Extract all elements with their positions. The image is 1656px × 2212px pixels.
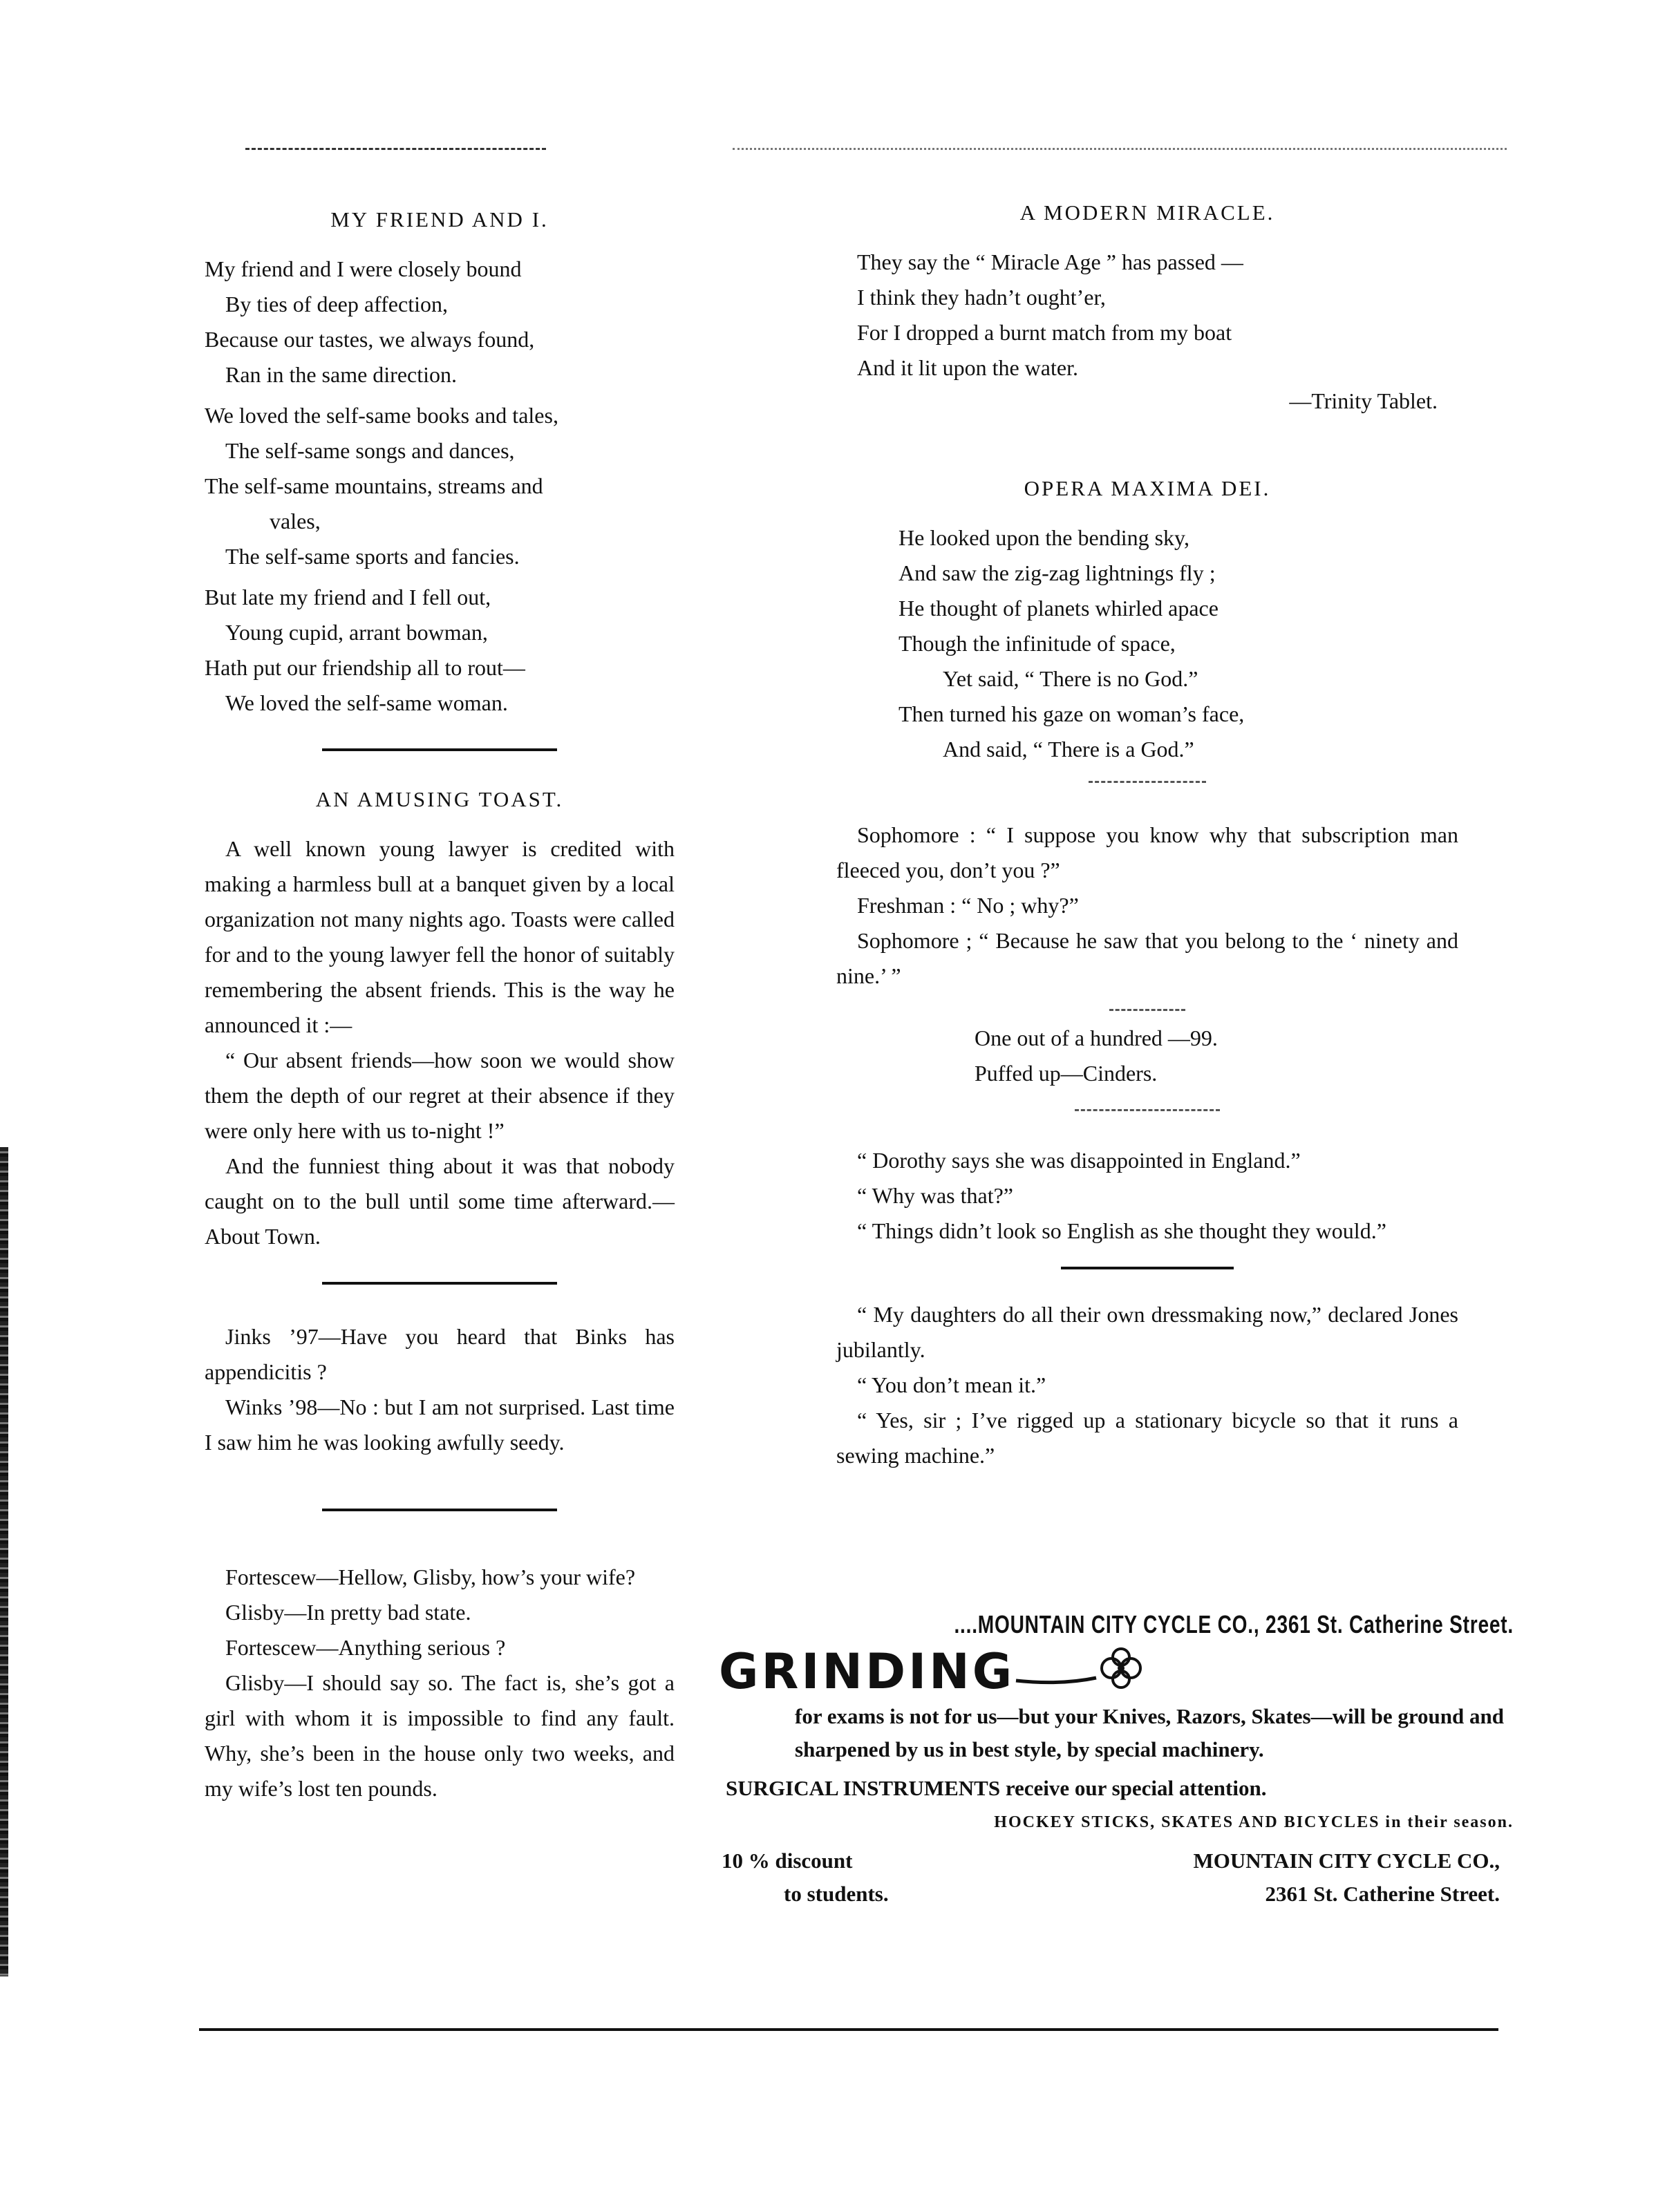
section-divider — [1075, 1109, 1220, 1111]
paragraph: “ My daughters do all their own dressmaking now,” declared Jones jubilantly. — [836, 1302, 1458, 1362]
section-divider — [1061, 1267, 1234, 1269]
section-divider — [322, 748, 557, 751]
ad-company-address: 2361 St. Catherine Street. — [1265, 1882, 1500, 1906]
verse-line: The self-same mountains, streams and — [205, 473, 543, 498]
article-title: AN AMUSING TOAST. — [315, 787, 564, 811]
right-column — [836, 200, 1458, 1473]
paragraph: Winks ’98—No : but I am not surprised. Last time I saw him he was looking awfully seedy. — [205, 1395, 675, 1455]
section-divider — [322, 1282, 557, 1285]
ad-banner: ....MOUNTAIN CITY CYCLE CO., 2361 St. Catherine Street. — [954, 1610, 1514, 1638]
paragraph: “ Our absent friends—how soon we would show them the depth of our regret at their absence if they were only here with us to-night !” — [205, 1048, 675, 1143]
paragraph: Fortescew—Hellow, Glisby, how’s your wife? — [225, 1565, 636, 1589]
verse-line: Young cupid, arrant bowman, — [225, 620, 488, 645]
verse-line: We loved the self-same woman. — [225, 690, 508, 715]
riddle-line: One out of a hundred —99. — [975, 1025, 1218, 1050]
advertisement — [719, 1610, 1514, 1911]
section-divider — [1089, 781, 1206, 783]
verse-line: I think they hadn’t ought’er, — [857, 285, 1106, 310]
section-divider — [1109, 1009, 1185, 1011]
top-rule-right — [733, 148, 1507, 150]
verse-line: He looked upon the bending sky, — [898, 525, 1189, 550]
left-column — [205, 207, 675, 1806]
joke-fortescew-glisby — [205, 1560, 675, 1806]
verse-line: Ran in the same direction. — [225, 362, 458, 387]
stanza — [205, 252, 675, 393]
ad-footer — [719, 1844, 1514, 1911]
scan-edge-artifact — [0, 1147, 8, 1976]
verse-line: My friend and I were closely bound — [205, 256, 522, 281]
ad-headline-row — [719, 1643, 1514, 1700]
verse-line: We loved the self-same books and tales, — [205, 403, 558, 428]
ad-surgical-text: SURGICAL INSTRUMENTS receive our special attention. — [726, 1776, 1267, 1800]
poem-a-modern-miracle — [836, 245, 1458, 386]
verse-line: vales, — [270, 509, 321, 533]
joke-daughters — [836, 1297, 1458, 1473]
paragraph: Freshman : “ No ; why?” — [857, 893, 1079, 918]
riddles — [836, 1021, 1458, 1091]
paragraph: Sophomore : “ I suppose you know why that subscription man fleeced you, don’t you ?” — [836, 822, 1458, 882]
paragraph: A well known young lawyer is credited with making a harmless bull at a banquet given by a local organization not many nights ago. Toasts were called for and to the young lawyer fell the honor of suitably remembering the absent friends. This is the way he announced it :— — [205, 836, 675, 1037]
paragraph: Sophomore ; “ Because he saw that you belong to the ‘ ninety and nine.’ ” — [836, 928, 1458, 988]
top-rule-left — [245, 148, 546, 150]
verse-line: The self-same songs and dances, — [225, 438, 515, 463]
riddle-line: Puffed up—Cinders. — [975, 1061, 1158, 1086]
poem-opera-maxima-dei — [836, 520, 1458, 767]
verse-line: But late my friend and I fell out, — [205, 585, 491, 609]
poem-title: MY FRIEND AND I. — [330, 207, 549, 231]
verse-line: Hath put our friendship all to rout— — [205, 655, 525, 680]
paragraph: “ Yes, sir ; I’ve rigged up a stationary bicycle so that it runs a sewing machine.” — [836, 1408, 1458, 1468]
paragraph: “ Things didn’t look so English as she thought they would.” — [857, 1218, 1386, 1243]
joke-jinks-winks — [205, 1319, 675, 1460]
flourish-icon — [1015, 1647, 1153, 1696]
ad-company-name: MOUNTAIN CITY CYCLE CO., — [1193, 1849, 1500, 1873]
verse-line: The self-same sports and fancies. — [225, 544, 520, 569]
paragraph: Fortescew—Anything serious ? — [225, 1635, 506, 1660]
paragraph: Glisby—In pretty bad state. — [225, 1600, 471, 1625]
joke-dorothy — [836, 1143, 1458, 1249]
verse-line: And saw the zig-zag lightnings fly ; — [898, 560, 1216, 585]
paragraph: Glisby—I should say so. The fact is, she’s got a girl with whom it is impossible to find any fault. Why, she’s been in the house only two weeks, and my wife’s lost ten pounds. — [205, 1670, 675, 1801]
ad-discount — [719, 1844, 889, 1911]
verse-line: And said, “ There is a God.” — [943, 737, 1194, 762]
bottom-rule — [199, 2028, 1498, 2031]
ad-company — [1194, 1844, 1514, 1911]
poem-my-friend-and-i — [205, 252, 675, 721]
paragraph: “ You don’t mean it.” — [857, 1372, 1046, 1397]
ad-grinding-text: for exams is not for us—but your Knives, Razors, Skates—will be ground and sharpened by us in best style, by special machinery. — [795, 1704, 1504, 1761]
stanza — [205, 398, 675, 574]
verse-line: For I dropped a burnt match from my boat — [857, 320, 1232, 345]
poem-title: OPERA MAXIMA DEI. — [1024, 476, 1271, 500]
paragraph: Jinks ’97—Have you heard that Binks has appendicitis ? — [205, 1324, 675, 1384]
poem-title: A MODERN MIRACLE. — [1019, 200, 1275, 225]
ad-hockey-text: HOCKEY STICKS, SKATES AND BICYCLES in their season. — [994, 1813, 1514, 1831]
paragraph: “ Dorothy says she was disappointed in England.” — [857, 1148, 1301, 1173]
article-amusing-toast — [205, 831, 675, 1254]
ad-discount-line: to students. — [784, 1882, 889, 1906]
ad-headline: GRINDING — [719, 1643, 1015, 1700]
paragraph: “ Why was that?” — [857, 1183, 1013, 1208]
attribution: —Trinity Tablet. — [1289, 388, 1438, 413]
joke-sophomore-freshman — [836, 817, 1458, 994]
verse-line: Though the infinitude of space, — [898, 631, 1176, 656]
verse-line: They say the “ Miracle Age ” has passed — — [857, 249, 1243, 274]
verse-line: Yet said, “ There is no God.” — [943, 666, 1198, 691]
verse-line: Because our tastes, we always found, — [205, 327, 535, 352]
verse-line: He thought of planets whirled apace — [898, 596, 1219, 621]
verse-line: By ties of deep affection, — [225, 292, 448, 316]
stanza — [205, 580, 675, 721]
verse-line: And it lit upon the water. — [857, 355, 1078, 380]
section-divider — [322, 1509, 557, 1511]
paragraph: And the funniest thing about it was that nobody caught on to the bull until some time afterward.—About Town. — [205, 1153, 675, 1249]
ad-discount-line: 10 % discount — [722, 1849, 853, 1873]
verse-line: Then turned his gaze on woman’s face, — [898, 701, 1245, 726]
